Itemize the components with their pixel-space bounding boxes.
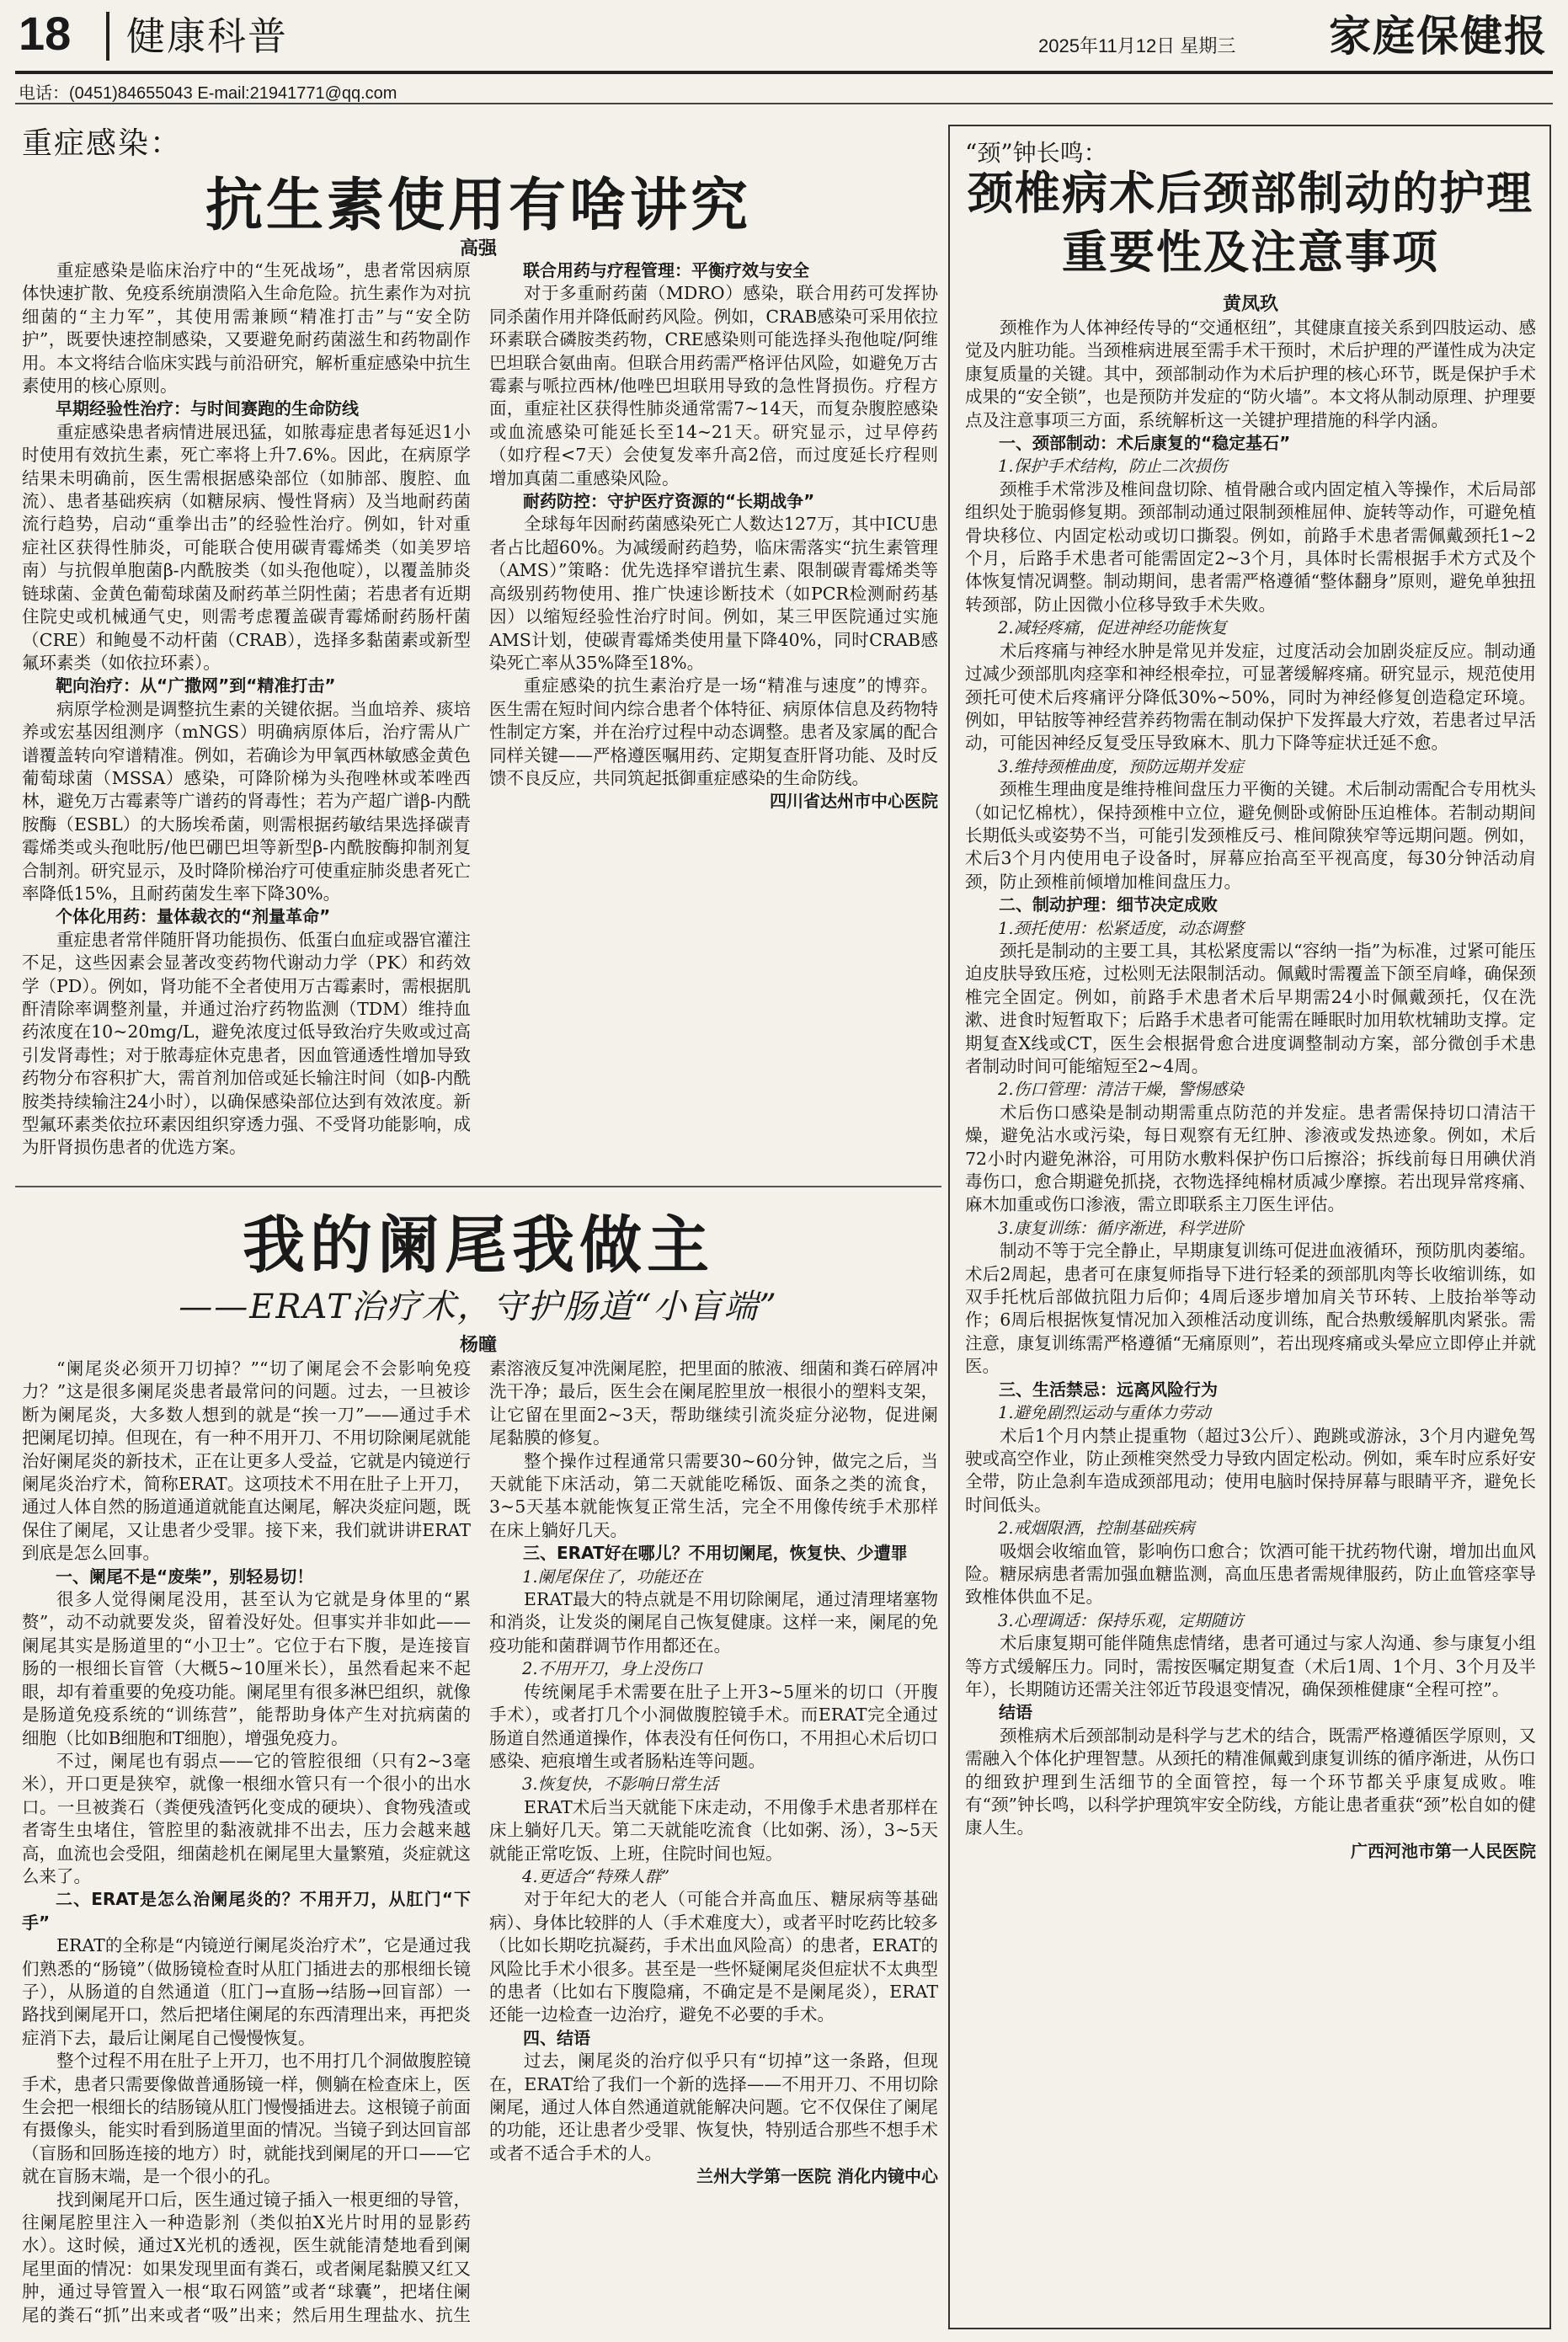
paragraph: ERAT最大的特点就是不用切除阑尾，通过清理堵塞物和消炎，让发炎的阑尾自己恢复健康。这样一来，阑尾的免疫功能和菌群调节作用都还在。	[489, 1589, 938, 1656]
paragraph: 整个过程不用在肚子上开刀，也不用打几个洞做腹腔镜手术，患者只需要像做普通肠镜一样，侧躺在检查床上，医生会把一根细长的结肠镜从肛门慢慢插进去。这根镜子前面有摄像头，能实时看到肠道里面的情况。当镜子到达回盲部（盲肠和回肠连接的地方）时，就能找到阑尾的开口——它就在盲肠末端，是一个很小的孔。	[22, 2051, 471, 2187]
subheading: 3.维持颈椎曲度，预防远期并发症	[998, 756, 1244, 776]
subheading: 1.阑尾保住了，功能还在	[522, 1566, 702, 1587]
subheading: 2.戒烟限酒，控制基础疾病	[998, 1518, 1195, 1539]
subheading: 2.伤口管理：清洁干燥，警惕感染	[998, 1080, 1244, 1100]
author-affiliation: 兰州大学第一医院 消化内镜中心	[696, 2166, 938, 2187]
paragraph: 重症感染的抗生素治疗是一场“精准与速度”的博弈。医生需在短时间内综合患者个体特征、病原体信息及药物特性制定方案，并在治疗过程中动态调整。患者及家属的配合同样关键——严格遵医嘱用药、定期复查肝肾功能、及时反馈不良反应，共同筑起抵御重症感染的生命防线。	[489, 675, 938, 788]
subheading: 结语	[999, 1702, 1032, 1723]
paragraph: 整个操作过程通常只需要30~60分钟，做完之后，当天就能下床活动，第二天就能吃稀饭、面条之类的流食，3~5天基本就能恢复正常生活，完全不用像传统手术那样在床上躺好几天。	[489, 1450, 938, 1540]
paragraph: 重症患者常伴随肝肾功能损伤、低蛋白血症或器官灌注不足，这些因素会显著改变药物代谢动力学（PK）和药效学（PD）。例如，肾功能不全者使用万古霉素时，需根据肌酐清除率调整剂量，并通过治疗药物监测（TDM）维持血药浓度在10~20mg/L，避免浓度过低导致治疗失败或过高引发肾毒性；对于脓毒症休克患者，因血管通透性增加导致药物分布容积扩大，需首剂加倍或延长输注时间（如β-内酰胺类持续输注24小时），以确保感染部位达到有效浓度。新型氟环素类依拉环素因组织穿透力强、不受肾功能影响，成为肝肾损伤患者的优选方案。	[22, 929, 471, 1158]
paragraph: 很多人觉得阑尾没用，甚至认为它就是身体里的“累赘”，动不动就要发炎，留着没好处。但事实并非如此——阑尾其实是肠道里的“小卫士”。它位于右下腹，是连接盲肠的一根细长盲管（大概5~10厘米长），虽然看起来不起眼，却有着重要的免疫功能。阑尾里有很多淋巴组织，就像是肠道免疫系统的“训练营”，能帮助身体产生对抗病菌的细胞（比如B细胞和T细胞），增强免疫力。	[22, 1589, 471, 1748]
article-subtitle: ——ERAT治疗术，守护肠道“小盲端”	[179, 1288, 778, 1326]
article-body	[22, 259, 938, 1182]
subheading: 一、阑尾不是“废柴”，别轻易切！	[56, 1566, 314, 1587]
article-title: 我的阑尾我做主	[243, 1209, 714, 1282]
paragraph: 术后疼痛与神经水肿是常见并发症，过度活动会加剧炎症反应。制动通过减少颈部肌肉痉挛和神经根牵拉，可显著缓解疼痛。研究显示，规范使用颈托可使术后疼痛评分降低30%~50%，同时为神经修复创造稳定环境。例如，甲钴胺等神经营养药物需在制动保护下发挥最大疗效，若患者过早活动，可能因神经反复受压导致麻木、肌力下降等症状迁延不愈。	[965, 640, 1536, 754]
page-number: 18	[19, 7, 72, 60]
masthead-rule	[15, 71, 1553, 74]
subheading: 三、生活禁忌：远离风险行为	[999, 1379, 1218, 1400]
paragraph: ERAT术后当天就能下床走动，不用像手术患者那样在床上躺好几天。第二天就能吃流食（比如粥、汤），3~5天就能正常吃饭、上班，住院时间也短。	[489, 1796, 938, 1864]
subheading: 1.颈托使用：松紧适度，动态调整	[998, 918, 1244, 938]
subheading: 二、ERAT是怎么治阑尾炎的？不用开刀，从肛门“下手”	[22, 1889, 471, 1933]
article-antibiotics	[15, 109, 941, 1183]
subheading: 1.避免剧烈运动与重体力劳动	[998, 1403, 1211, 1423]
article-cervical-spine	[958, 130, 1543, 2323]
subheading: 三、ERAT好在哪儿？不用切阑尾，恢复快、少遭罪	[523, 1543, 908, 1564]
author-affiliation: 广西河池市第一人民医院	[1351, 1840, 1536, 1861]
subheading: 3.心理调适：保持乐观，定期随访	[998, 1610, 1244, 1630]
subheading: 4.更适合“特殊人群”	[522, 1866, 670, 1886]
paragraph: 重症感染是临床治疗中的“生死战场”，患者常因病原体快速扩散、免疫系统崩溃陷入生命危险。抗生素作为对抗细菌的“主力军”，其使用需兼顾“精准打击”与“安全防护”，既要快速控制感染，又要避免耐药菌滋生和药物副作用。本文将结合临床实践与前沿研究，解析重症感染中抗生素使用的核心原则。	[22, 260, 471, 397]
paragraph: 颈椎病术后颈部制动是科学与艺术的结合，既需严格遵循医学原则，又需融入个体化护理智慧。从颈托的精准佩戴到康复训练的循序渐进，从伤口的细致护理到生活细节的全面管控，每一个环节都关乎康复成败。唯有“颈”钟长鸣，以科学护理筑牢安全防线，方能让患者重获“颈”松自如的健康人生。	[965, 1725, 1536, 1838]
article-author: 黄凤玖	[1222, 294, 1278, 315]
article-body	[965, 317, 1536, 2321]
paragraph: 重症感染患者病情进展迅猛，如脓毒症患者每延迟1小时使用有效抗生素，死亡率将上升7.6%。因此，在病原学结果未明确前，医生需根据感染部位（如肺部、腹腔、血流）、患者基础疾病（如糖尿病、慢性肾病）及当地耐药菌流行趋势，启动“重拳出击”的经验性治疗。例如，针对重症社区获得性肺炎，可能联合使用碳青霉烯类（如美罗培南）与抗假单胞菌β-内酰胺类（如头孢他啶），以覆盖肺炎链球菌、金黄色葡萄球菌及耐药革兰阴性菌；若患者有近期住院史或机械通气史，则需考虑覆盖碳青霉烯耐药肠杆菌（CRE）和鲍曼不动杆菌（CRAB），选择多黏菌素或新型氟环素类（如依拉环素）。	[22, 421, 471, 673]
subheading: 二、制动护理：细节决定成败	[999, 894, 1218, 915]
paragraph: 吸烟会收缩血管，影响伤口愈合；饮酒可能干扰药物代谢，增加出血风险。糖尿病患者需加强血糖监测，高血压患者需规律服药，防止血管痉挛导致椎体供血不足。	[965, 1540, 1536, 1608]
paragraph: 颈椎生理曲度是维持椎间盘压力平衡的关键。术后制动需配合专用枕头（如记忆棉枕），保持颈椎中立位，避免侧卧或俯卧压迫椎体。若制动期间长期低头或姿势不当，可能引发颈椎反弓、椎间隙狭窄等远期问题。例如，术后3个月内使用电子设备时，屏幕应抬高至平视高度，每30分钟活动肩颈，防止颈椎前倾增加椎间盘压力。	[965, 779, 1536, 892]
paragraph: 颈托是制动的主要工具，其松紧度需以“容纳一指”为标准，过紧可能压迫皮肤导致压疮，过松则无法限制活动。佩戴时需覆盖下颌至肩峰，确保颈椎完全固定。例如，前路手术患者术后早期需24小时佩戴颈托，仅在洗漱、进食时短暂取下；后路手术患者可能需在睡眠时加用软枕辅助支撑。定期复查X线或CT，医生会根据骨愈合进度调整制动方案，部分微创手术患者制动时间可能缩短至2~4周。	[965, 940, 1536, 1076]
article-kicker: “颈”钟长鸣：	[965, 139, 1107, 167]
subheading: 1.保护手术结构，防止二次损伤	[998, 456, 1228, 477]
subheading: 靶向治疗：从“广撒网”到“精准打击”	[56, 675, 336, 696]
article-kicker: 重症感染：	[22, 126, 183, 161]
paragraph: 传统阑尾手术需要在肚子上开3~5厘米的切口（开腹手术），或者打几个小洞做腹腔镜手术。而ERAT完全通过肠道自然通道操作，体表没有任何伤口，不用担心术后切口感染、疤痕增生或者肠粘连等问题。	[489, 1681, 938, 1771]
article-author: 杨曈	[459, 1335, 497, 1356]
contact-line: 电话：(0451)84655043 E-mail:21941771@qq.com	[19, 84, 397, 103]
article-appendix	[15, 1189, 941, 2334]
paragraph: 不过，阑尾也有弱点——它的管腔很细（只有2~3毫米），开口更是狭窄，就像一根细水管只有一个很小的出水口。一旦被粪石（粪便残渣钙化变成的硬块）、食物残渣或者寄生虫堵住，管腔里的黏液就排不出去，压力会越来越高，血流也会受阻，细菌趁机在阑尾里大量繁殖，炎症就这么来了。	[22, 1750, 471, 1886]
paragraph: 制动不等于完全静止，早期康复训练可促进血液循环，预防肌肉萎缩。术后2周起，患者可在康复师指导下进行轻柔的颈部肌肉等长收缩训练，如双手托枕后部做抗阻力后仰；4周后逐步增加肩关节环转、上肢抬举等动作；6周后根据恢复情况加入颈椎活动度训练，配合热敷缓解肌肉紧张。需注意，康复训练需严格遵循“无痛原则”，若出现疼痛或头晕应立即停止并就医。	[965, 1240, 1536, 1377]
paragraph: “阑尾炎必须开刀切掉？”“切了阑尾会不会影响免疫力？”这是很多阑尾炎患者最常问的问题。过去，一旦被诊断为阑尾炎，大多数人想到的就是“挨一刀”——通过手术把阑尾切掉。但现在，有一种不用开刀、不用切除阑尾就能治好阑尾炎的新技术，正在让更多人受益，它就是内镜逆行阑尾炎治疗术，简称ERAT。这项技术不用在肚子上开刀，通过人体自然的肠道通道就能直达阑尾，解决炎症问题，既保住了阑尾，又让患者少受罪。接下来，我们就讲讲ERAT到底是怎么回事。	[22, 1358, 471, 1564]
paragraph: 对于年纪大的老人（可能合并高血压、糖尿病等基础病）、身体比较胖的人（手术难度大），或者平时吃药比较多（比如长期吃抗凝药，手术出血风险高）的患者，ERAT的风险比手术小很多。甚至是一些怀疑阑尾炎但症状不太典型的患者（比如右下腹隐痛，不确定是不是阑尾炎），ERAT还能一边检查一边治疗，避免不必要的手术。	[489, 1889, 938, 2025]
subheading: 3.康复训练：循序渐进，科学进阶	[998, 1218, 1244, 1238]
paragraph: 过去，阑尾炎的治疗似乎只有“切掉”这一条路，但现在，ERAT给了我们一个新的选择——不用开刀、不用切除阑尾，通过人体自然通道就能解决问题。它不仅保住了阑尾的功能，还让患者少受罪、恢复快，特别适合那些不想手术或者不适合手术的人。	[489, 2051, 938, 2163]
paragraph: 颈椎作为人体神经传导的“交通枢纽”，其健康直接关系到四肢运动、感觉及内脏功能。当颈椎病进展至需手术干预时，术后护理的严谨性成为决定康复质量的关键。其中，颈部制动作为术后护理的核心环节，既是保护手术成果的“安全锁”，也是预防并发症的“防火墙”。本文将从制动原理、护理要点及注意事项三方面，系统解析这一关键护理措施的科学内涵。	[965, 317, 1536, 430]
paragraph: 全球每年因耐药菌感染死亡人数达127万，其中ICU患者占比超60%。为减缓耐药趋势，临床需落实“抗生素管理（AMS）”策略：优先选择窄谱抗生素、限制碳青霉烯类等高级别药物使用、推广快速诊断技术（如PCR检测耐药基因）以缩短经验性治疗时间。例如，某三甲医院通过实施AMS计划，使碳青霉烯类使用量下降40%，同时CRAB感染死亡率从35%降至18%。	[489, 514, 938, 673]
article-title: 抗生素使用有啥讲究	[205, 172, 751, 239]
article-title: 颈椎病术后颈部制动的护理重要性及注意事项	[968, 166, 1533, 279]
paragraph: 找到阑尾开口后，医生通过镜子插入一根更细的导管，往阑尾腔里注入一种造影剂（类似拍X光片时用的显影药水）。这时候，通过X光机的透视，医生就能清楚地看到阑尾里面的情况：如果发现里面有粪石，或者阑尾黏膜又红又肿，通过导管置入一根“取石网篮”或者“球囊”，把堵住阑尾的粪石“抓”出来或者“吸”出来；然后用生理盐水、抗生素溶液反复冲洗阑尾腔，把里面的脓液、细菌和粪石碎屑冲洗干净；最后，医生会在阑尾腔里放一根很小的塑料支架，让它留在里面2~3天，帮助继续引流炎症分泌物，促进阑尾黏膜的修复。	[22, 1358, 938, 2325]
subheading: 联合用药与疗程管理：平衡疗效与安全	[523, 260, 809, 280]
paragraph: ERAT的全称是“内镜逆行阑尾炎治疗术”，它是通过我们熟悉的“肠镜”（做肠镜检查时从肛门插进去的那根细长镜子），从肠道的自然通道（肛门→直肠→结肠→回盲部）一路找到阑尾开口，然后把堵住阑尾的东西清理出来，再把炎症消下去，最后让阑尾自己慢慢恢复。	[22, 1935, 471, 2048]
section-name: 健康科普	[126, 13, 288, 59]
subheading: 早期经验性治疗：与时间赛跑的生命防线	[56, 398, 359, 419]
subheading: 2.减轻疼痛，促进神经功能恢复	[998, 618, 1228, 638]
author-affiliation: 四川省达州市中心医院	[770, 791, 938, 812]
paragraph: 对于多重耐药菌（MDRO）感染，联合用药可发挥协同杀菌作用并降低耐药风险。例如，CRAB感染可采用依拉环素联合磷胺类药物，CRE感染则可能选择头孢他啶/阿维巴坦联合氨曲南。但联合用药需严格评估风险，如避免万古霉素与哌拉西林/他唑巴坦联用导致的急性肾损伤。疗程方面，重症社区获得性肺炎通常需7~14天，而复杂腹腔感染或血流感染可能延长至14~21天。研究显示，过早停药（如疗程<7天）会使复发率升高2倍，而过度延长疗程则增加真菌二重感染风险。	[489, 283, 938, 488]
article-divider	[15, 1186, 941, 1187]
paragraph: 术后伤口感染是制动期需重点防范的并发症。患者需保持切口清洁干燥，避免沾水或污染，每日观察有无红肿、渗液或发热迹象。例如，术后72小时内避免淋浴，可用防水敷料保护伤口后擦浴；拆线前每日用碘伏消毒伤口，愈合期避免抓挠，衣物选择纯棉材质减少摩擦。若出现异常疼痛、麻木加重或伤口渗液，需立即联系主刀医生评估。	[965, 1102, 1536, 1215]
subheading: 个体化用药：量体裁衣的“剂量革命”	[56, 906, 331, 927]
article-author: 高强	[459, 238, 497, 259]
paragraph: 颈椎手术常涉及椎间盘切除、植骨融合或内固定植入等操作，术后局部组织处于脆弱修复期。颈部制动通过限制颈椎屈伸、旋转等动作，可避免植骨块移位、内固定松动或切口撕裂。例如，前路手术患者需佩戴颈托1~2个月，后路手术患者可能需固定2~3个月，具体时长需根据手术方式及个体恢复情况调整。制动期间，患者需严格遵循“整体翻身”原则，避免单独扭转颈部，防止因微小位移导致手术失败。	[965, 478, 1536, 615]
subheading: 2.不用开刀，身上没伤口	[522, 1659, 702, 1679]
paragraph: 术后1个月内禁止提重物（超过3公斤）、跑跳或游泳，3个月内避免驾驶或高空作业，防止颈椎突然受力导致内固定松动。例如，乘车时应系好安全带，防止急刹车造成颈部甩动；使用电脑时保持屏幕与眼睛平齐，避免长时间低头。	[965, 1425, 1536, 1515]
article-body	[22, 1358, 938, 2333]
subheading: 耐药防控：守护医疗资源的“长期战争”	[523, 491, 815, 512]
paragraph: 术后康复期可能伴随焦虑情绪，患者可通过与家人沟通、参与康复小组等方式缓解压力。同时，需按医嘱定期复查（术后1周、1个月、3个月及半年），长期随访还需关注邻近节段退变情况，确保颈椎健康“全程可控”。	[965, 1633, 1536, 1699]
issue-date: 2025年11月12日 星期三	[1038, 35, 1236, 56]
subheading: 四、结语	[523, 2027, 590, 2048]
newspaper-name: 家庭保健报	[1329, 11, 1548, 61]
subheading: 3.恢复快，不影响日常生活	[522, 1774, 719, 1795]
header-divider	[106, 12, 109, 61]
paragraph: 病原学检测是调整抗生素的关键依据。当血培养、痰培养或宏基因组测序（mNGS）明确病原体后，治疗需从广谱覆盖转向窄谱精准。例如，若确诊为甲氧西林敏感金黄色葡萄球菌（MSSA）感染，可降阶梯为头孢唑林或苯唑西林，避免万古霉素等广谱药的肾毒性；若为产超广谱β-内酰胺酶（ESBL）的大肠埃希菌，则需根据药敏结果选择碳青霉烯类或头孢吡肟/他巴硼巴坦等新型β-内酰胺酶抑制剂复合制剂。研究显示，及时降阶梯治疗可使重症肺炎患者死亡率降低15%，且耐药菌发生率下降30%。	[22, 698, 471, 904]
masthead-rule-thin	[15, 103, 1553, 104]
subheading: 一、颈部制动：术后康复的“稳定基石”	[999, 433, 1291, 454]
